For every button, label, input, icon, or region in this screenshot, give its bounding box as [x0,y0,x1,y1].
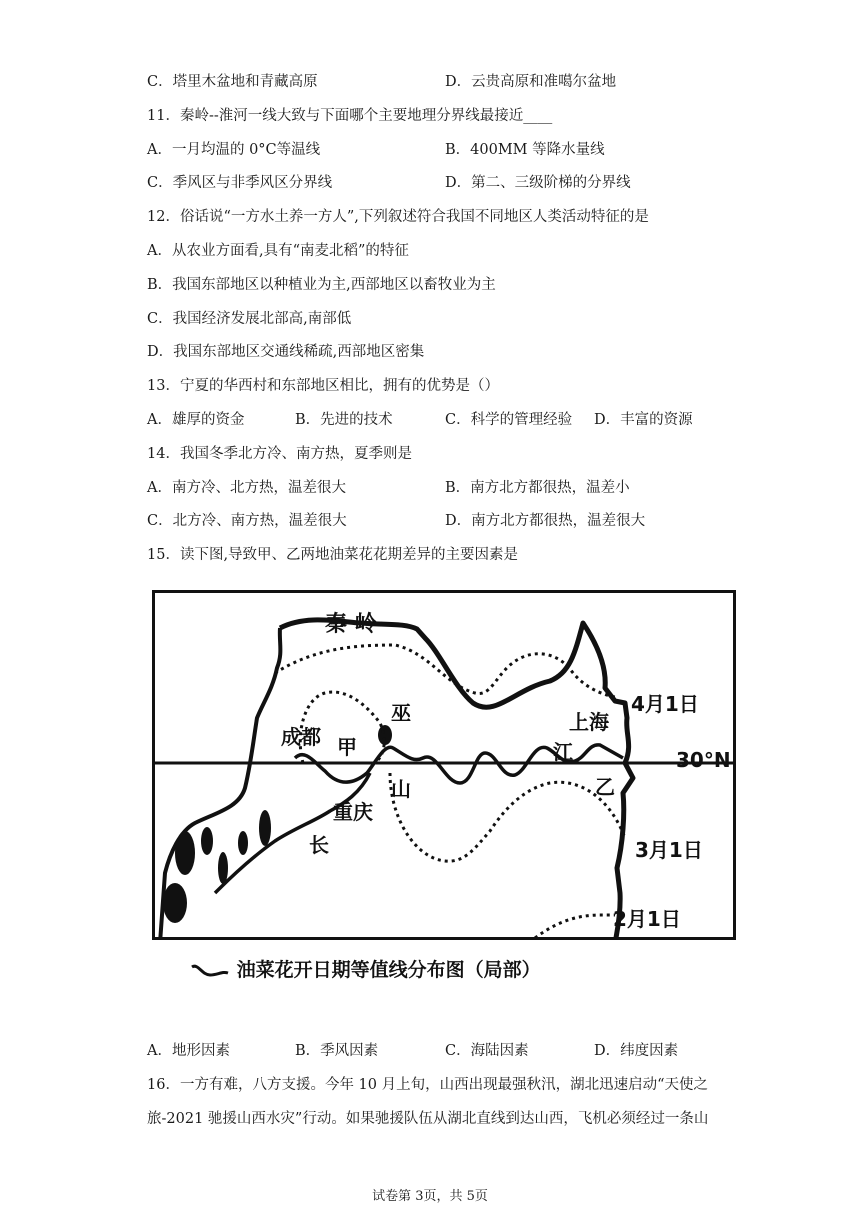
label-qinling: 秦 岭 [325,612,377,637]
label-chang: 长 [309,833,329,857]
option-d-q11: D．第二、三级阶梯的分界线 [445,175,631,191]
isoline-mar1 [390,773,625,861]
option-a-q13: A．雄厚的资金 [147,412,245,428]
label-jia: 甲 [337,735,357,759]
option-b-q15: B．季风因素 [295,1043,379,1059]
label-shanghai: 上海 [569,710,609,734]
upper-river [215,773,370,893]
label-apr1: 4月1日 [631,692,699,716]
label-30n: 30°N [676,748,731,772]
option-d-q12: D．我国东部地区交通线稀疏,西部地区密集 [147,344,425,360]
option-c-q12: C．我国经济发展北部高,南部低 [147,311,352,327]
map-caption [190,955,541,982]
option-a-q11: A．一月均温的 0°C等温线 [147,142,321,158]
label-feb1: 2月1日 [613,907,681,931]
map-caption-text: 油菜花开日期等值线分布图（局部） [236,959,541,981]
option-d-q10: D．云贵高原和准噶尔盆地 [445,74,617,90]
option-a-q15: A．地形因素 [147,1043,230,1059]
option-c-q10: C．塔里木盆地和青藏高原 [147,74,318,90]
question-11: 11．秦岭--淮河一线大致与下面哪个主要地理分界线最接近____ [147,108,553,124]
question-12: 12．俗话说“一方水土养一方人”,下列叙述符合我国不同地区人类活动特征的是 [147,209,649,225]
isoline-feb1 [535,915,615,938]
rapeseed-flowering-map [152,590,736,940]
option-b-q12: B．我国东部地区以种植业为主,西部地区以畜牧业为主 [147,277,496,293]
option-c-q15: C．海陆因素 [445,1043,529,1059]
option-a-q12: A．从农业方面看,具有“南麦北稻”的特征 [147,243,409,259]
label-yi: 乙 [595,775,615,799]
label-chengdu: 成都 [281,725,321,749]
label-wu: 巫 [391,701,411,725]
label-shan: 山 [391,777,411,801]
option-a-q14: A．南方冷、北方热，温差很大 [147,480,346,496]
map-drawing [155,593,736,940]
option-b-q11: B．400MM 等降水量线 [445,142,605,158]
label-mar1: 3月1日 [635,838,703,862]
option-c-q14: C．北方冷、南方热，温差很大 [147,513,347,529]
question-14: 14．我国冬季北方冷、南方热，夏季则是 [147,446,412,462]
option-d-q15: D．纬度因素 [594,1043,679,1059]
question-16-line1: 16．一方有难，八方支援。今年 10 月上旬，山西出现最强秋汛，湖北迅速启动“天使之 [147,1077,709,1093]
option-d-q14: D．南方北方都很热，温差很大 [445,513,646,529]
option-b-q14: B．南方北方都很热，温差小 [445,480,630,496]
option-d-q13: D．丰富的资源 [594,412,693,428]
option-b-q13: B．先进的技术 [295,412,393,428]
label-jiang: 江 [553,740,573,764]
option-c-q11: C．季风区与非季风区分界线 [147,175,333,191]
page-footer: 试卷第 3页，共 5页 [372,1189,488,1204]
isoline-legend-icon [190,961,230,981]
label-chongqing: 重庆 [333,800,373,824]
question-15: 15．读下图,导致甲、乙两地油菜花花期差异的主要因素是 [147,547,519,563]
option-c-q13: C．科学的管理经验 [445,412,573,428]
question-16-line2: 旅-2021 驰援山西水灾”行动。如果驰援队伍从湖北直线到达山西，飞机必须经过一条山 [147,1111,709,1127]
question-13: 13．宁夏的华西村和东部地区相比，拥有的优势是（） [147,378,499,394]
